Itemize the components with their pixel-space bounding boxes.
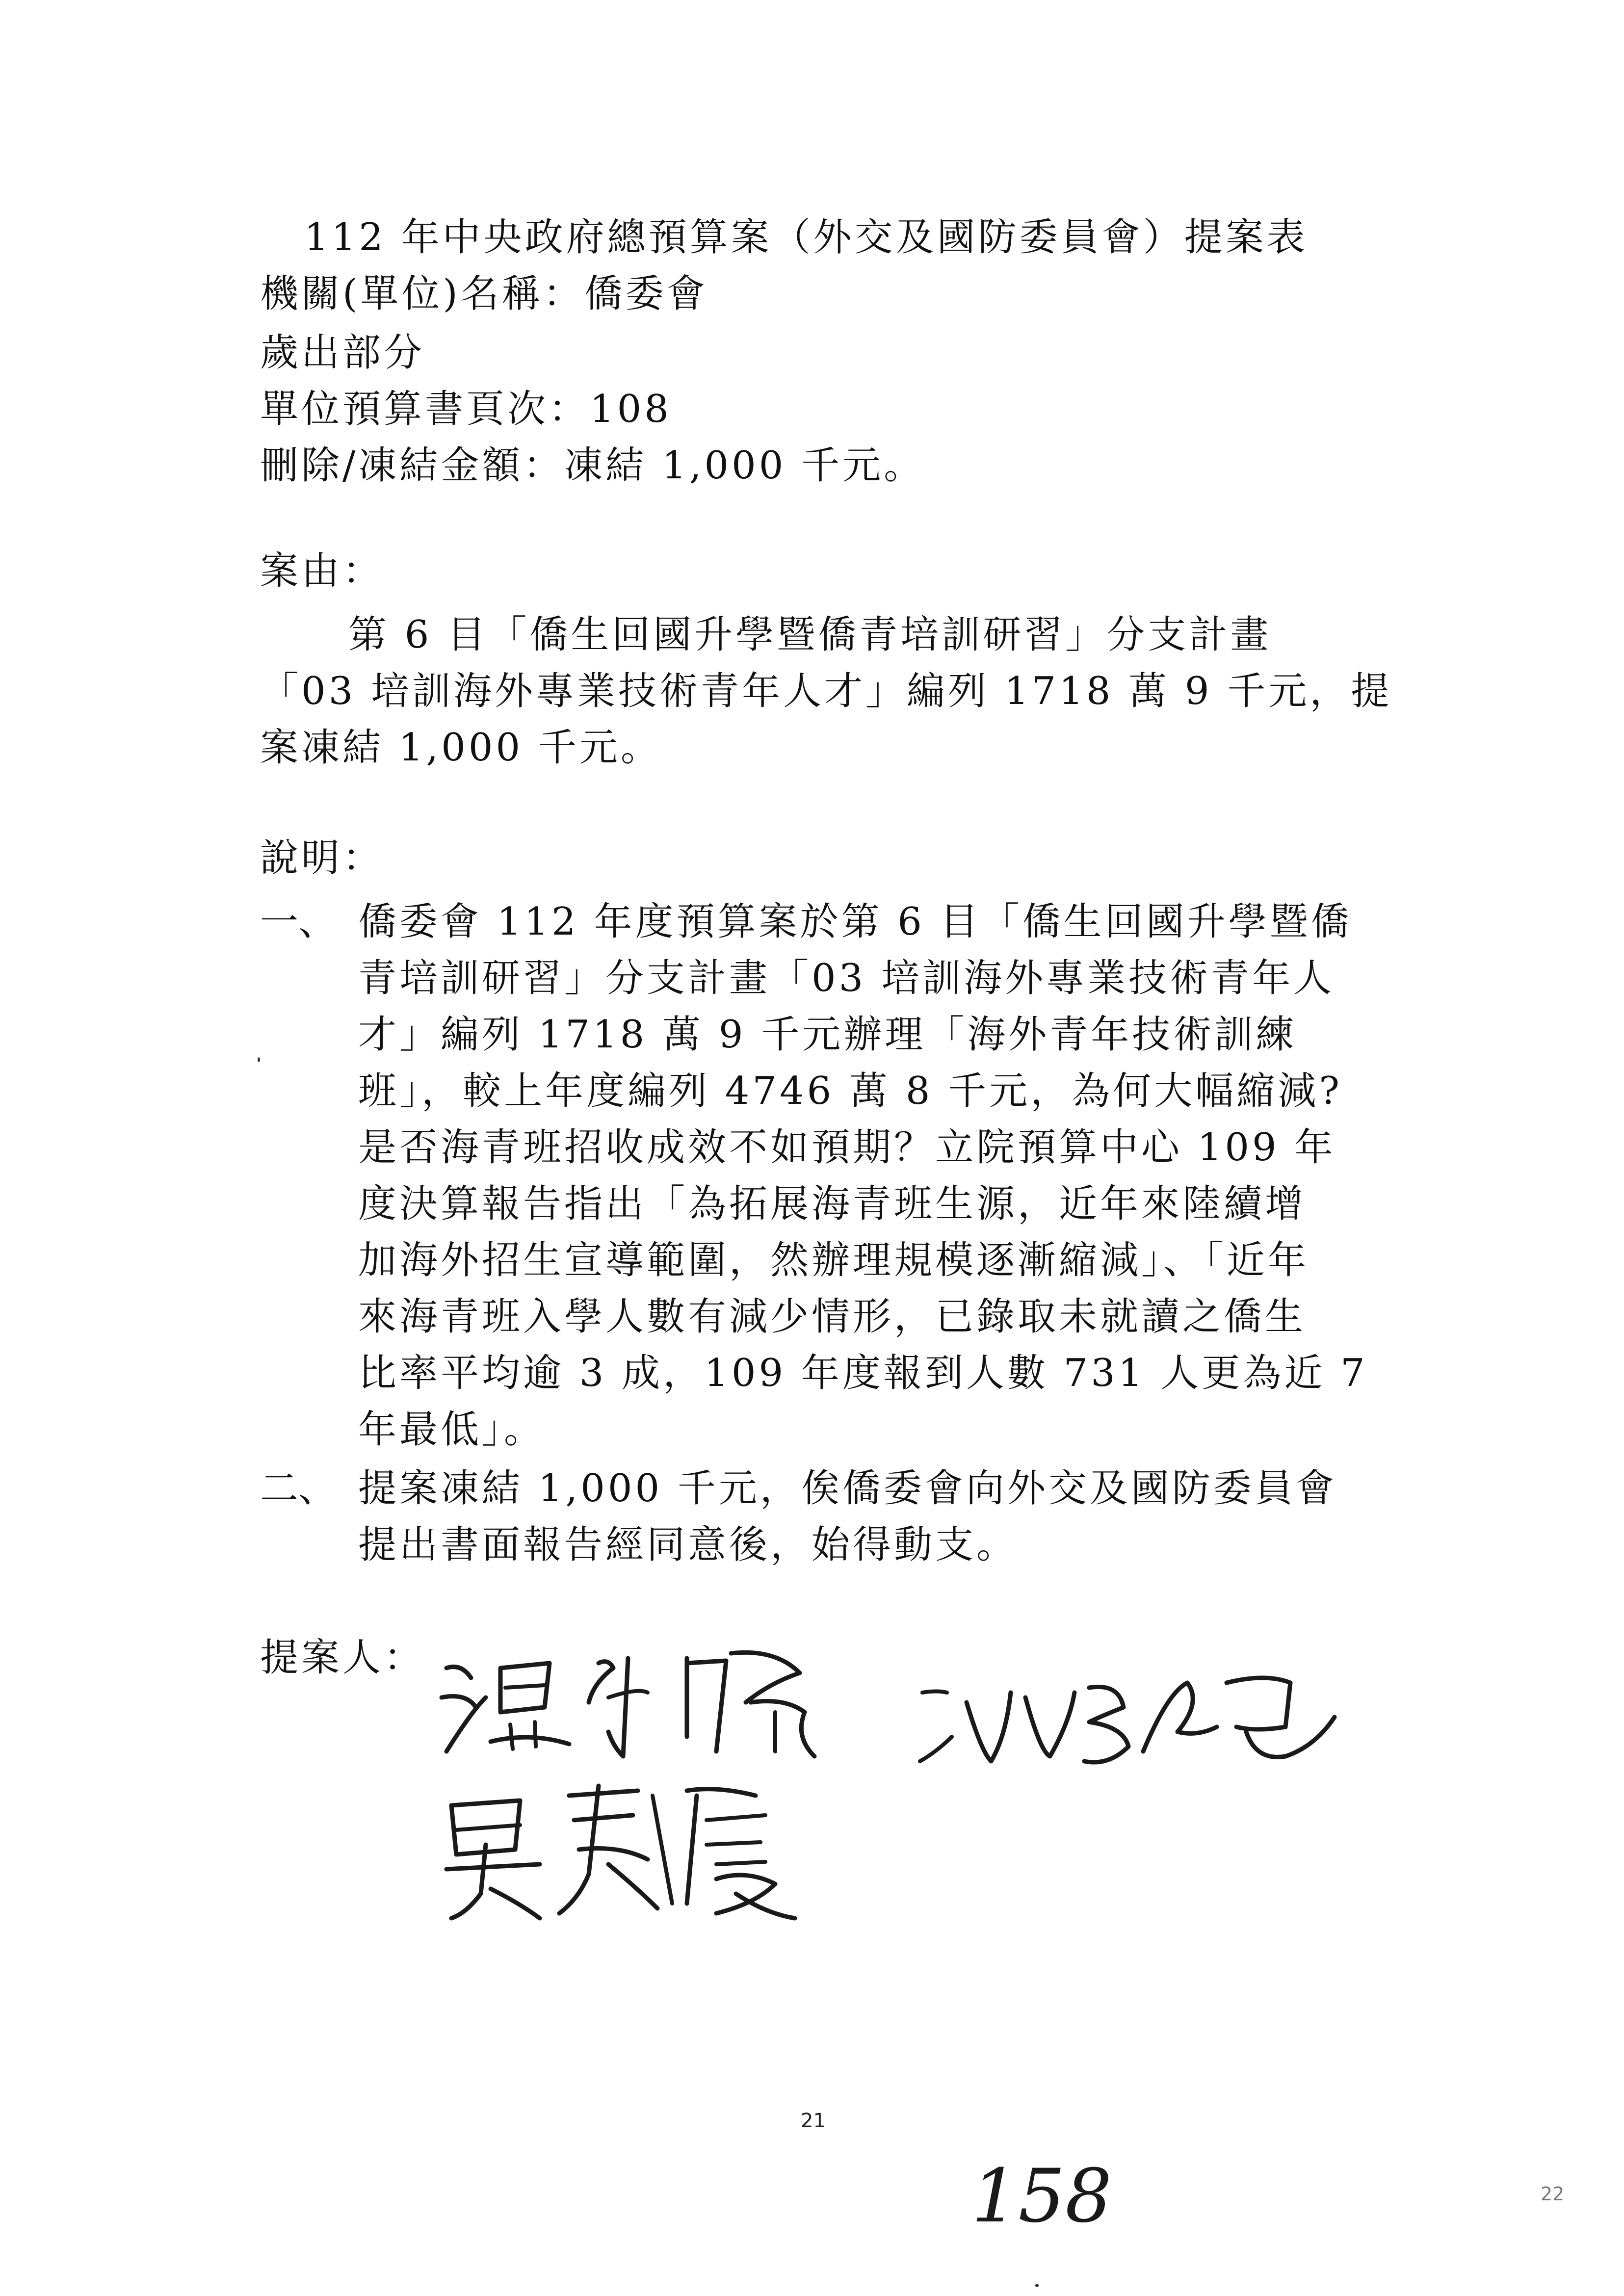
proposer-label: 提案人： — [260, 1636, 425, 1680]
item1-line-9: 比率平均逾 3 成，109 年度報到人數 731 人更為近 7 — [358, 1351, 1368, 1395]
signature-1 — [432, 1639, 854, 1771]
document-title: 112 年中央政府總預算案（外交及國防委員會）提案表 — [304, 215, 1308, 260]
item1-line-6: 度決算報告指出「為拓展海青班生源，近年來陸續增 — [358, 1182, 1307, 1226]
item1-line-10: 年最低」。 — [358, 1408, 546, 1452]
reason-line-3: 案凍結 1,000 千元。 — [260, 726, 662, 770]
item2-line-2: 提出書面報告經同意後，始得動支。 — [358, 1523, 1018, 1567]
freeze-amount: 刪除/凍結金額：凍結 1,000 千元。 — [260, 444, 925, 488]
item1-line-4: 班」，較上年度編列 4746 萬 8 千元，為何大幅縮減? — [358, 1069, 1343, 1113]
item1-line-8: 來海青班入學人數有減少情形，已錄取未就讀之僑生 — [358, 1295, 1307, 1339]
item2-line-1: 提案凍結 1,000 千元，俟僑委會向外交及國防委員會 — [358, 1466, 1337, 1511]
agency-name: 機關(單位)名稱：僑委會 — [260, 272, 708, 316]
reason-line-2: 「03 培訓海外專業技術青年人才」編列 1718 萬 9 千元，提 — [260, 669, 1392, 713]
item1-line-2: 青培訓研習」分支計畫「03 培訓海外專業技術青年人 — [358, 956, 1335, 1000]
item-marker-2: 二、 — [260, 1466, 337, 1511]
item1-line-3: 才」編列 1718 萬 9 千元辦理「海外青年技術訓練 — [358, 1013, 1297, 1057]
signature-2 — [913, 1663, 1344, 1781]
handwritten-page-stamp: 158 — [971, 2154, 1112, 2239]
item1-line-5: 是否海青班招收成效不如預期？立院預算中心 109 年 — [358, 1125, 1336, 1170]
explanation-heading: 說明： — [260, 836, 384, 880]
item1-line-7: 加海外招生宣導範圍，然辦理規模逐漸縮減」、「近年 — [358, 1238, 1310, 1282]
reason-heading: 案由： — [260, 549, 384, 593]
item-marker-1: 一、 — [260, 900, 337, 944]
budget-page-ref: 單位預算書頁次：108 — [260, 387, 672, 431]
scan-speck — [1035, 2284, 1039, 2287]
signature-3 — [442, 1776, 834, 1923]
item1-line-1: 僑委會 112 年度預算案於第 6 目「僑生回國升學暨僑 — [358, 900, 1352, 944]
page-number: 21 — [801, 2110, 826, 2132]
scan-speck — [258, 1057, 260, 1062]
budget-section: 歲出部分 — [260, 331, 425, 375]
corner-mark: 22 — [1541, 2183, 1565, 2205]
reason-line-1: 第 6 目「僑生回國升學暨僑青培訓研習」分支計畫 — [348, 613, 1272, 657]
